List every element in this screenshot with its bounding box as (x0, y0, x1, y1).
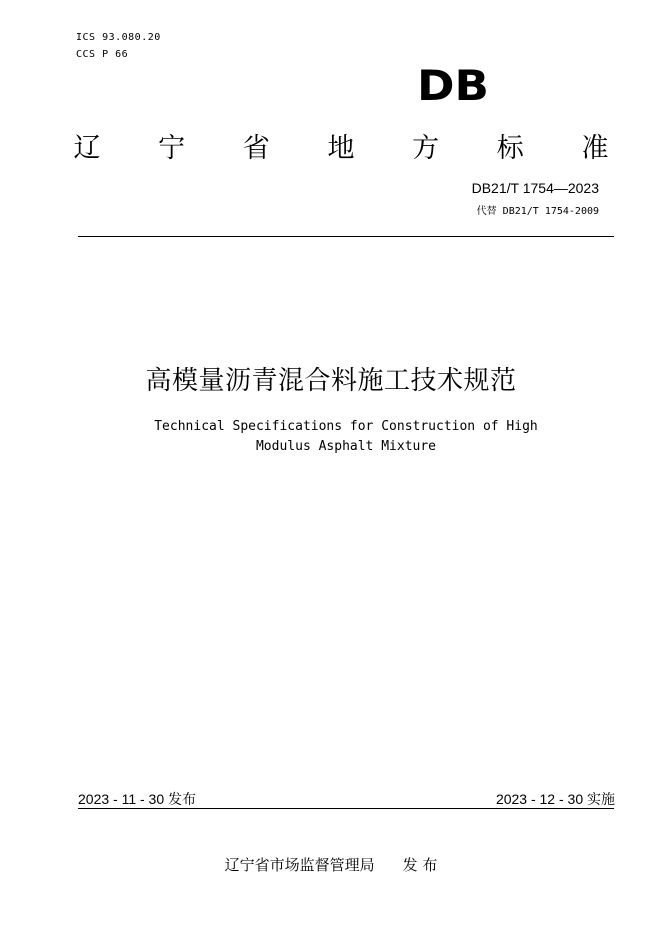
title-char: 准 (581, 133, 609, 164)
db-logo-text: DB (417, 66, 489, 103)
issuer (0, 854, 662, 875)
publish-date: 2023 - 11 - 30 发布 (78, 791, 197, 807)
replaces-number: DB21/T 1754-2009 (502, 206, 599, 217)
replaces-label: 代替 (476, 206, 497, 217)
english-title-line: Modulus Asphalt Mixture (255, 439, 436, 454)
replaces-line (477, 202, 599, 217)
standard-number: DB21/T 1754—2023 (471, 180, 599, 196)
footer-divider (78, 808, 614, 809)
title-char: 辽 (73, 133, 101, 164)
implementation-date: 2023 - 12 - 30 实施 (495, 791, 615, 807)
title-char: 地 (327, 133, 355, 164)
title-char: 方 (412, 133, 440, 164)
document-title-english (0, 417, 662, 457)
issuer-name: 辽宁省市场监督管理局 (224, 856, 375, 874)
standard-category-title (72, 126, 610, 165)
title-char: 标 (496, 133, 524, 164)
title-char: 宁 (158, 133, 186, 164)
title-char: 省 (242, 133, 270, 164)
english-title-line: Technical Specifications for Construction of High (154, 419, 538, 434)
issuer-action: 发 布 (402, 856, 438, 874)
header-divider (78, 236, 614, 237)
ccs-code: CCS P 66 (76, 49, 129, 60)
document-title: 高模量沥青混合料施工技术规范 (145, 366, 517, 396)
db-logo (416, 66, 490, 103)
ics-code: ICS 93.080.20 (76, 32, 161, 43)
